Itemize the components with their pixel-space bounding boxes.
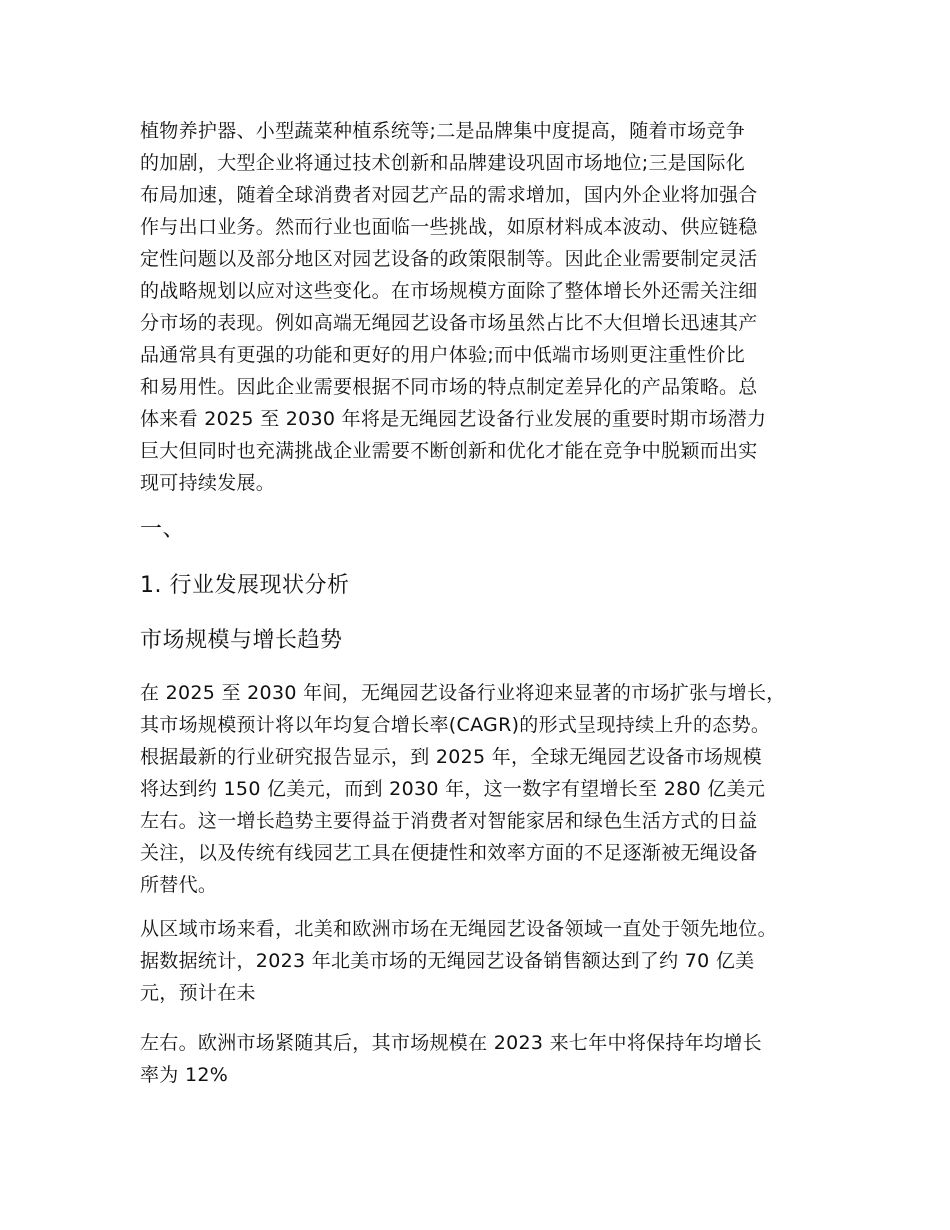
paragraph-line: 定性问题以及部分地区对园艺设备的政策限制等。因此企业需要制定灵活	[140, 248, 758, 270]
paragraph-line: 的加剧，大型企业将通过技术创新和品牌建设巩固市场地位;三是国际化	[140, 152, 746, 174]
paragraph-line: 和易用性。因此企业需要根据不同市场的特点制定差异化的产品策略。总	[140, 376, 758, 398]
paragraph-line: 分市场的表现。例如高端无绳园艺设备市场虽然占比不大但增长迅速其产	[140, 312, 758, 334]
paragraph-line: 率为 12%	[140, 1064, 229, 1086]
paragraph-line: 左右。欧洲市场紧随其后，其市场规模在 2023 来七年中将保持年均增长	[140, 1032, 762, 1054]
paragraph-line: 体来看 2025 至 2030 年将是无绳园艺设备行业发展的重要时期市场潜力	[140, 408, 767, 430]
paragraph-line: 在 2025 至 2030 年间，无绳园艺设备行业将迎来显著的市场扩张与增长，	[140, 682, 786, 704]
paragraph-line: 据数据统计，2023 年北美市场的无绳园艺设备销售额达到了约 70 亿美	[140, 950, 755, 972]
paragraph-line: 品通常具有更强的功能和更好的用户体验;而中低端市场则更注重性价比	[140, 344, 746, 366]
subsection-title: 市场规模与增长趋势	[140, 628, 343, 653]
paragraph-line: 的战略规划以应对这些变化。在市场规模方面除了整体增长外还需关注细	[140, 280, 758, 302]
paragraph-line: 根据最新的行业研究报告显示，到 2025 年，全球无绳园艺设备市场规模	[140, 746, 762, 768]
paragraph-line: 作与出口业务。然而行业也面临一些挑战，如原材料成本波动、供应链稳	[140, 216, 758, 238]
section-title: 1. 行业发展现状分析	[140, 573, 350, 598]
paragraph-line: 布局加速，随着全球消费者对园艺产品的需求增加，国内外企业将加强合	[140, 184, 758, 206]
section-marker: 一、	[140, 517, 186, 542]
paragraph-line: 所替代。	[140, 874, 218, 896]
paragraph-line: 巨大但同时也充满挑战企业需要不断创新和优化才能在竞争中脱颖而出实	[140, 440, 758, 462]
paragraph-line: 关注，以及传统有线园艺工具在便捷性和效率方面的不足逐渐被无绳设备	[140, 842, 758, 864]
paragraph-line: 将达到约 150 亿美元，而到 2030 年，这一数字有望增长至 280 亿美元	[140, 778, 766, 800]
paragraph-line: 现可持续发展。	[140, 472, 276, 494]
paragraph-line: 左右。这一增长趋势主要得益于消费者对智能家居和绿色生活方式的日益	[140, 810, 758, 832]
paragraph-line: 元，预计在未	[140, 982, 256, 1004]
paragraph-line: 从区域市场来看，北美和欧洲市场在无绳园艺设备领域一直处于领先地位。	[140, 918, 777, 940]
paragraph-line: 其市场规模预计将以年均复合增长率(CAGR)的形式呈现持续上升的态势。	[140, 714, 771, 736]
paragraph-line: 植物养护器、小型蔬菜种植系统等;二是品牌集中度提高，随着市场竞争	[140, 120, 746, 142]
